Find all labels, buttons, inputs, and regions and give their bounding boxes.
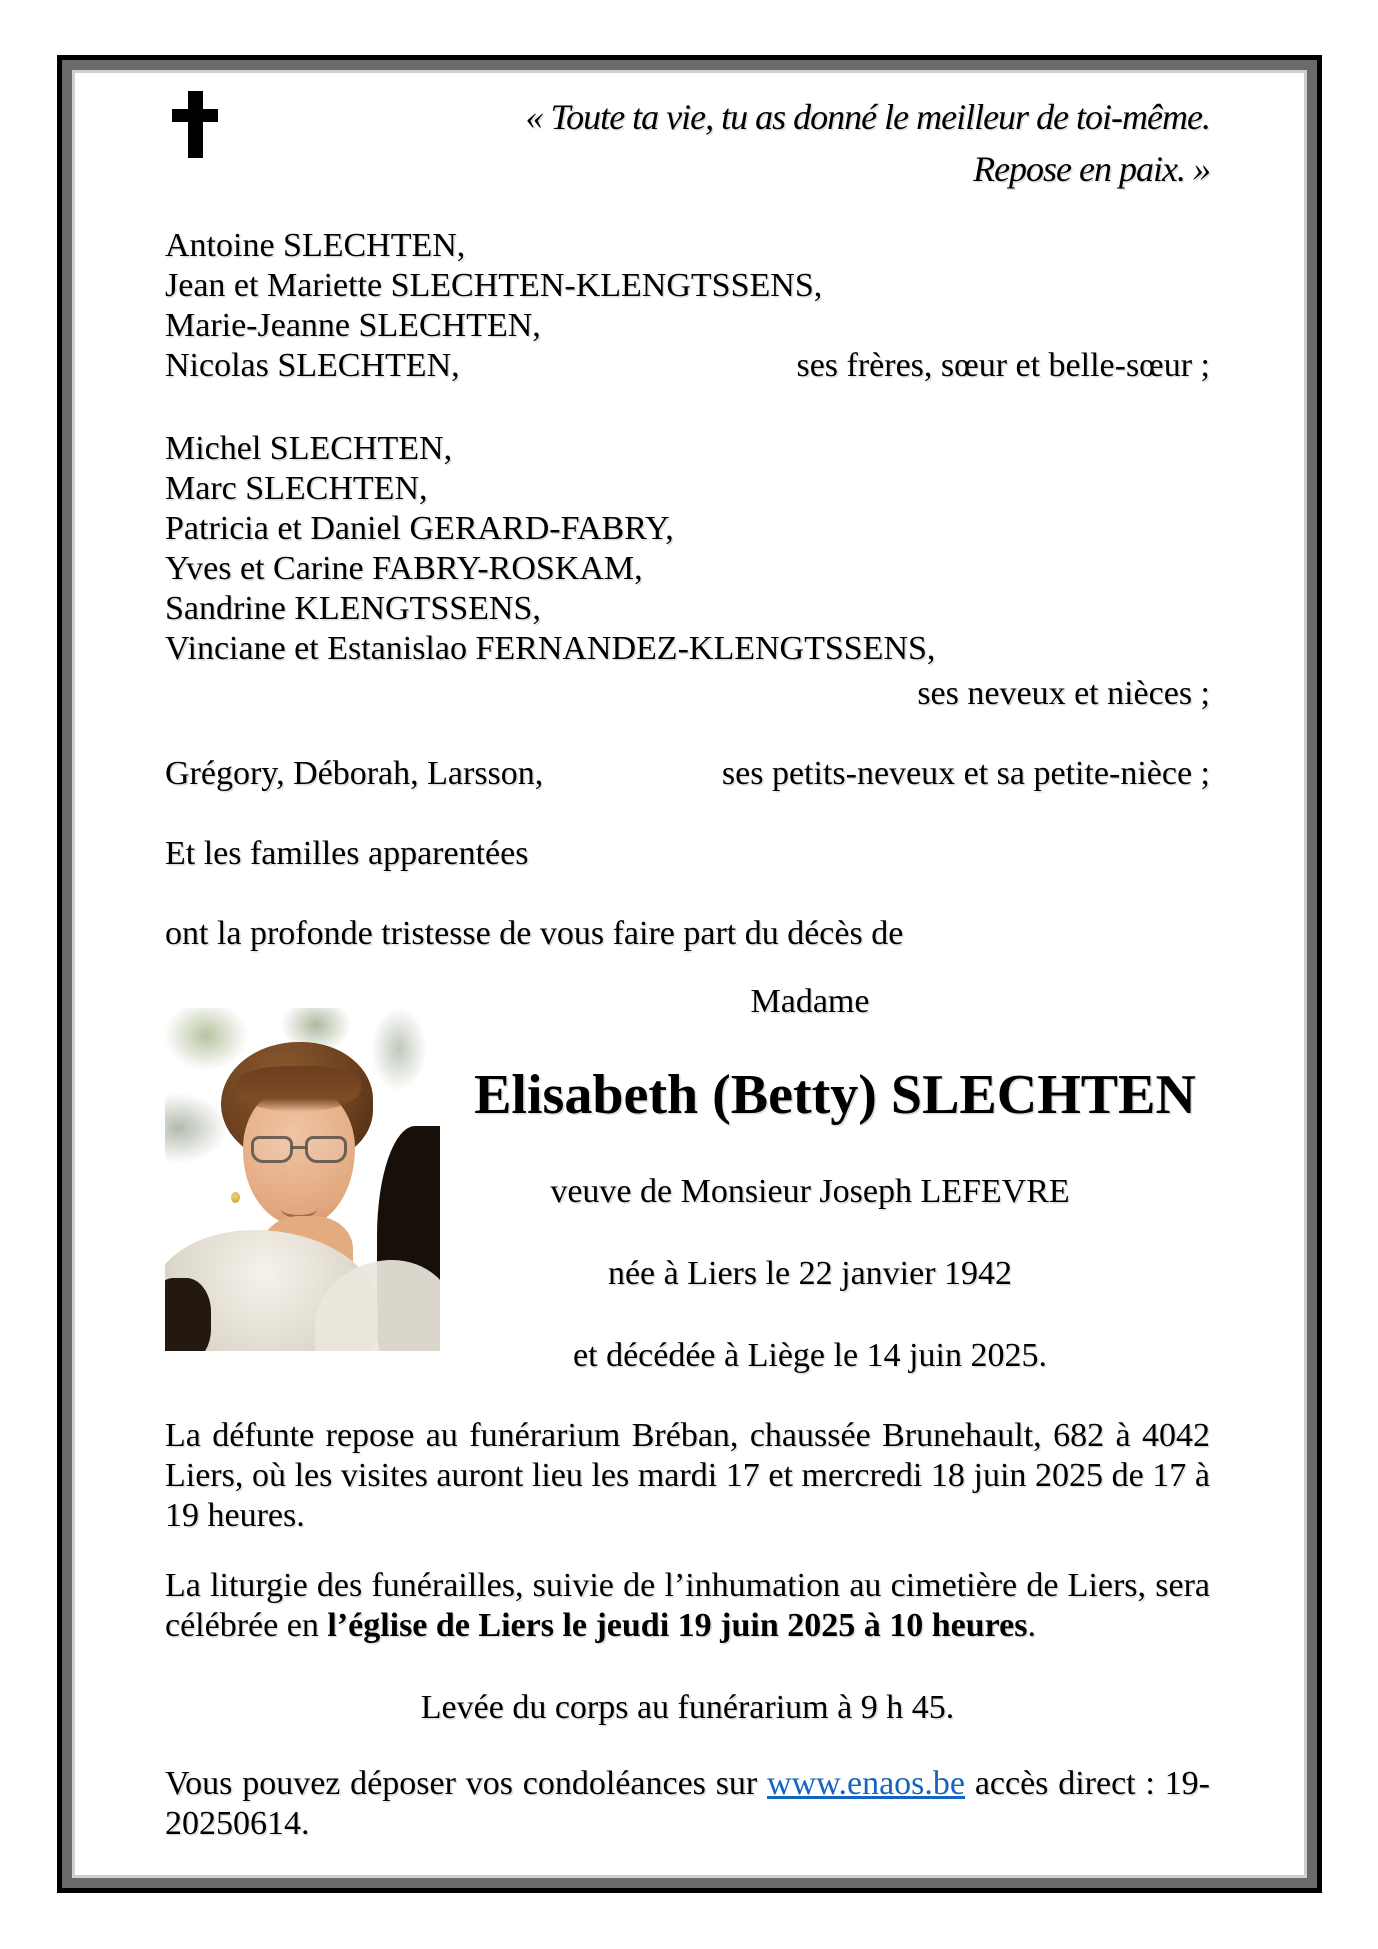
photo-shoulder-shadow xyxy=(165,1278,211,1351)
family-name: Sandrine KLENGTSSENS, xyxy=(165,590,541,627)
photo-fringe xyxy=(235,1066,361,1112)
liturgy-end: . xyxy=(1027,1607,1036,1644)
grand-nephews-row xyxy=(165,754,1210,794)
death-line: et décédée à Liège le 14 juin 2025. xyxy=(573,1337,1047,1374)
memorial-block xyxy=(165,954,1210,1376)
portrait-photo xyxy=(165,1008,440,1351)
nephews-list xyxy=(165,429,1210,669)
enaos-link[interactable]: www.enaos.be xyxy=(767,1765,966,1802)
family-name: Marie-Jeanne SLECHTEN, xyxy=(165,307,541,344)
photo-glasses-right xyxy=(305,1136,347,1163)
quote-line-2: Repose en paix. » xyxy=(973,149,1210,189)
page-border-mid xyxy=(62,60,1317,1888)
header xyxy=(165,91,1210,195)
page-border-frame xyxy=(57,55,1322,1893)
relation-label-nephews: ses neveux et nièces ; xyxy=(917,675,1210,712)
related-families-line: Et les familles apparentées xyxy=(165,835,529,872)
condolences-before: Vous pouvez déposer vos condoléances sur xyxy=(165,1765,768,1802)
relation-label-siblings: ses frères, sœur et belle-sœur ; xyxy=(796,347,1210,384)
page-border-inner xyxy=(72,70,1307,1878)
liturgy-paragraph xyxy=(165,1566,1210,1646)
announcement-line: ont la profonde tristesse de vous faire part du décès de xyxy=(165,915,904,952)
madame-label: Madame xyxy=(750,983,870,1020)
liturgy-regular-text: La liturgie des funérailles, suivie de l’inhumation au cimetière de Liers, sera célébrée en xyxy=(165,1567,1210,1644)
family-name: Marc SLECHTEN, xyxy=(165,470,428,507)
condolences-after: accès direct : 19-20250614. xyxy=(165,1765,1210,1842)
memorial-quote xyxy=(218,91,1210,195)
family-name: Yves et Carine FABRY-ROSKAM, xyxy=(165,550,643,587)
levee-line: Levée du corps au funérarium à 9 h 45. xyxy=(420,1689,955,1726)
deceased-name: Elisabeth (Betty) SLECHTEN xyxy=(474,1064,1196,1126)
birth-line: née à Liers le 22 janvier 1942 xyxy=(607,1255,1013,1292)
quote-line-1: « Toute ta vie, tu as donné le meilleur de toi-même. xyxy=(525,97,1210,137)
photo-glasses-bridge xyxy=(291,1146,307,1149)
family-name: Nicolas SLECHTEN, xyxy=(165,347,460,384)
family-name: Grégory, Déborah, Larsson, xyxy=(165,755,544,792)
family-name: Jean et Mariette SLECHTEN-KLENGTSSENS, xyxy=(165,267,823,304)
family-name: Antoine SLECHTEN, xyxy=(165,227,466,264)
announcement-content xyxy=(75,73,1304,1875)
family-name: Michel SLECHTEN, xyxy=(165,430,453,467)
widow-line: veuve de Monsieur Joseph LEFEVRE xyxy=(550,1173,1070,1210)
family-name: Patricia et Daniel GERARD-FABRY, xyxy=(165,510,674,547)
condolences-paragraph xyxy=(165,1764,1210,1844)
family-name-row xyxy=(165,346,1210,386)
photo-earring xyxy=(231,1192,240,1203)
relation-label-grand-nephews: ses petits-neveux et sa petite-nièce ; xyxy=(721,755,1210,792)
repose-paragraph: La défunte repose au funérarium Bréban, chaussée Brunehault, 682 à 4042 Liers, où les visites auront lieu les mardi 17 et mercredi 18 juin 2025 de 17 à 19 heures. xyxy=(165,1417,1210,1534)
siblings-list xyxy=(165,226,1210,386)
family-name: Vinciane et Estanislao FERNANDEZ-KLENGTSSENS, xyxy=(165,630,936,667)
photo-glasses-left xyxy=(251,1136,293,1163)
cross-icon xyxy=(172,91,218,158)
liturgy-bold-text: l’église de Liers le jeudi 19 juin 2025 à 10 heures xyxy=(327,1607,1028,1644)
